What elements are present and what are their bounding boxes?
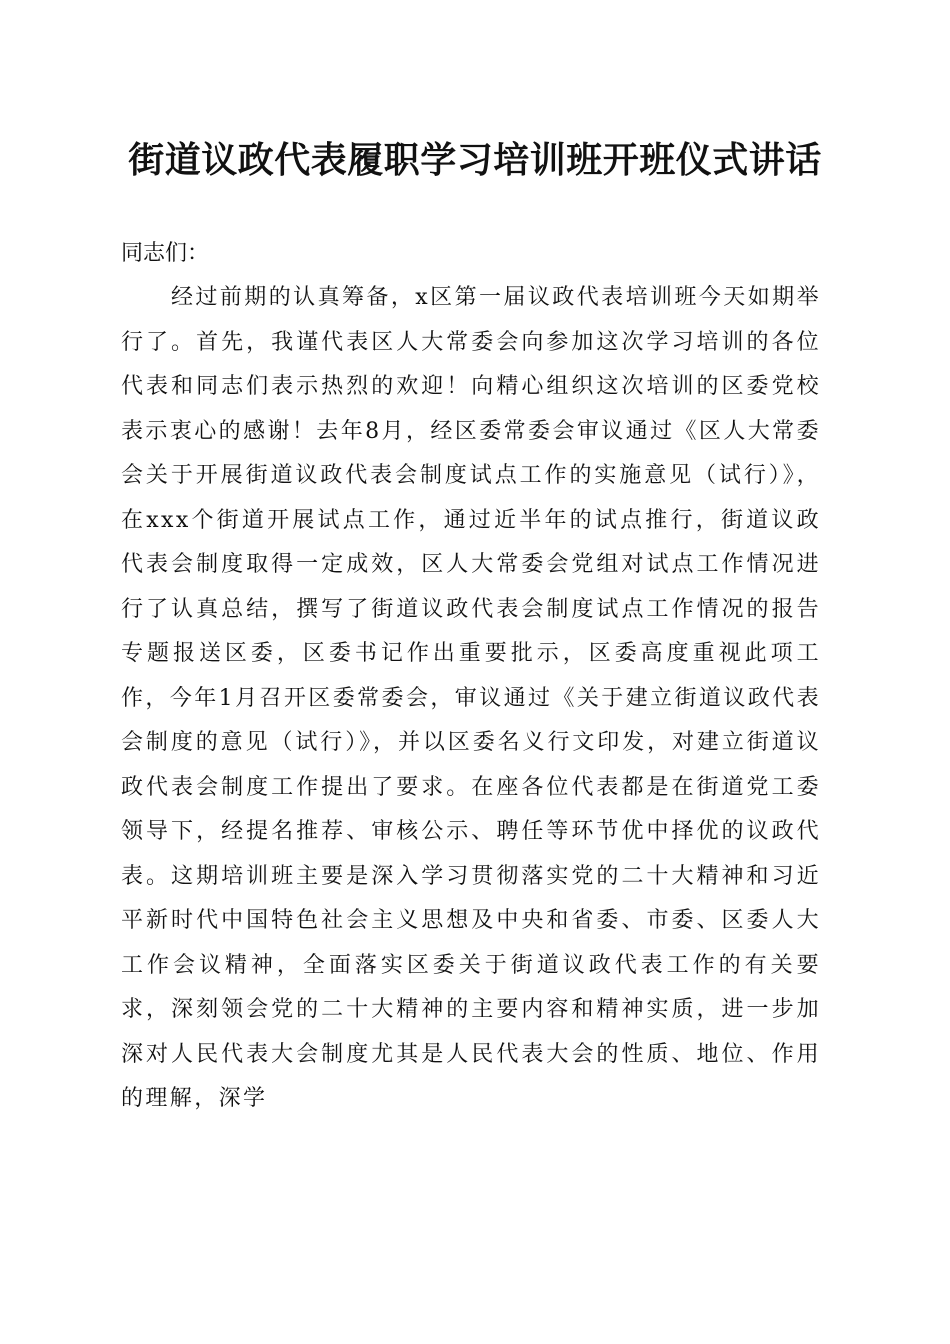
document-body [121,232,821,1122]
body-paragraph: 经过前期的认真筹备，x区第一届议政代表培训班今天如期举行了。首先，我谨代表区人大常委会向参加这次学习培训的各位代表和同志们表示热烈的欢迎！向精心组织这次培训的区委党校表示衷心的感谢！去年8月，经区委常委会审议通过《区人大常委会关于开展街道议政代表会制度试点工作的实施意见（试行）》，在xxx个街道开展试点工作，通过近半年的试点推行，街道议政代表会制度取得一定成效，区人大常委会党组对试点工作情况进行了认真总结，撰写了街道议政代表会制度试点工作情况的报告专题报送区委，区委书记作出重要批示，区委高度重视此项工作，今年1月召开区委常委会，审议通过《关于建立街道议政代表会制度的意见（试行）》，并以区委名义行文印发，对建立街道议政代表会制度工作提出了要求。在座各位代表都是在街道党工委领导下，经提名推荐、审核公示、聘任等环节优中择优的议政代表。这期培训班主要是深入学习贯彻落实党的二十大精神和习近平新时代中国特色社会主义思想及中央和省委、市委、区委人大工作会议精神，全面落实区委关于街道议政代表工作的有关要求，深刻领会党的二十大精神的主要内容和精神实质，进一步加深对人民代表大会制度尤其是人民代表大会的性质、地位、作用的理解，深学 [121,285,821,1111]
document-title: 街道议政代表履职学习培训班开班仪式讲话 [128,139,822,181]
salutation: 同志们： [121,241,210,266]
